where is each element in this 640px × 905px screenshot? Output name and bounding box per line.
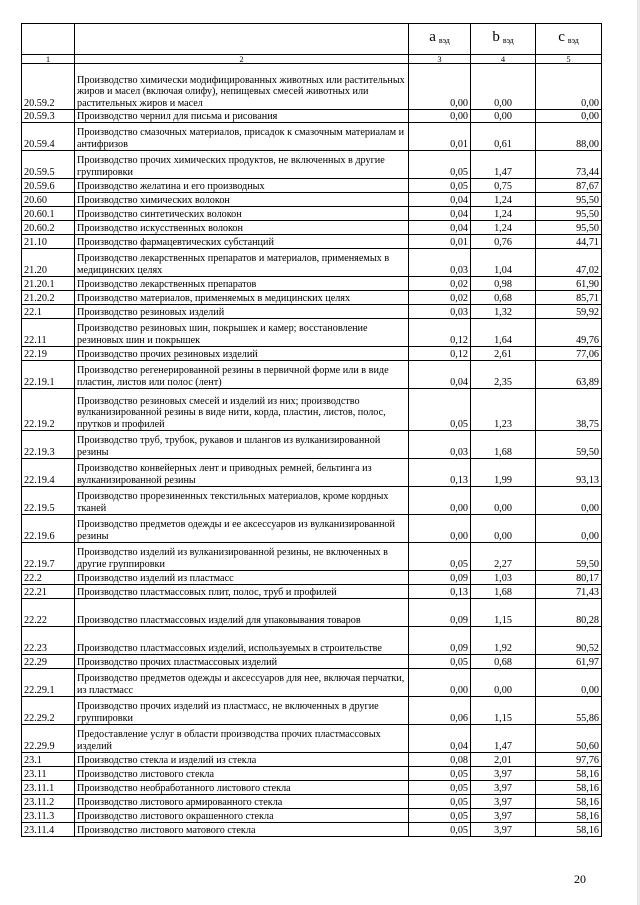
okved-code-cell: 22.19.1 [22, 361, 75, 389]
value-b-cell: 1,47 [471, 725, 536, 753]
okved-code-cell: 22.19.3 [22, 431, 75, 459]
value-b-cell: 1,68 [471, 585, 536, 599]
value-a-cell: 0,09 [409, 599, 471, 627]
value-b-cell: 2,35 [471, 361, 536, 389]
table-row [22, 110, 602, 123]
value-b-cell: 1,68 [471, 431, 536, 459]
header-a-letter: a [429, 28, 436, 45]
table-row [22, 459, 602, 487]
table-row [22, 571, 602, 585]
value-c-cell: 50,60 [536, 725, 602, 753]
table-row [22, 64, 602, 110]
table-row [22, 585, 602, 599]
value-a-cell: 0,04 [409, 361, 471, 389]
activity-name-cell: Производство листового армированного стекла [75, 795, 409, 809]
activity-name-cell: Производство изделий из вулканизированной резины, не включенных в другие группировки [75, 543, 409, 571]
column-index-row [22, 55, 602, 64]
value-c-cell: 63,89 [536, 361, 602, 389]
okved-code-cell: 23.1 [22, 753, 75, 767]
value-c-cell: 80,17 [536, 571, 602, 585]
activity-name-cell: Производство пластмассовых изделий для упаковывания товаров [75, 599, 409, 627]
okved-code-cell: 20.60.1 [22, 207, 75, 221]
activity-name-cell: Производство синтетических волокон [75, 207, 409, 221]
value-c-cell: 61,97 [536, 655, 602, 669]
okved-code-cell: 22.19.4 [22, 459, 75, 487]
column-index: 2 [75, 55, 409, 64]
value-a-cell: 0,05 [409, 389, 471, 431]
value-c-cell: 85,71 [536, 291, 602, 305]
activity-name-cell: Производство прочих химических продуктов, не включенных в другие группировки [75, 151, 409, 179]
value-c-cell: 55,86 [536, 697, 602, 725]
okved-code-cell: 22.19.7 [22, 543, 75, 571]
okved-code-cell: 23.11 [22, 767, 75, 781]
value-b-cell: 3,97 [471, 781, 536, 795]
table-row [22, 305, 602, 319]
value-a-cell: 0,05 [409, 795, 471, 809]
table-row [22, 795, 602, 809]
okved-code-cell: 22.19.5 [22, 487, 75, 515]
column-index: 5 [536, 55, 602, 64]
value-c-cell: 49,76 [536, 319, 602, 347]
table-row [22, 669, 602, 697]
table-row [22, 221, 602, 235]
value-b-cell: 0,00 [471, 487, 536, 515]
value-b-cell: 1,04 [471, 249, 536, 277]
value-a-cell: 0,02 [409, 277, 471, 291]
value-a-cell: 0,04 [409, 193, 471, 207]
header-a [409, 24, 471, 55]
value-a-cell: 0,05 [409, 767, 471, 781]
header-code-cell [22, 24, 75, 55]
value-c-cell: 0,00 [536, 669, 602, 697]
value-c-cell: 38,75 [536, 389, 602, 431]
value-c-cell: 0,00 [536, 110, 602, 123]
header-c [536, 24, 602, 55]
activity-name-cell: Производство фармацевтических субстанций [75, 235, 409, 249]
table-row [22, 361, 602, 389]
table-row [22, 655, 602, 669]
value-c-cell: 47,02 [536, 249, 602, 277]
value-b-cell: 0,00 [471, 110, 536, 123]
table-row [22, 753, 602, 767]
value-b-cell: 0,76 [471, 235, 536, 249]
activity-name-cell: Производство химически модифицированных животных или растительных жиров и масел (включая олифу), непищевых смесей животных или растительных жиров и масел [75, 64, 409, 110]
table-row [22, 697, 602, 725]
value-c-cell: 87,67 [536, 179, 602, 193]
value-c-cell: 71,43 [536, 585, 602, 599]
activity-name-cell: Производство чернил для письма и рисования [75, 110, 409, 123]
activity-name-cell: Производство изделий из пластмасс [75, 571, 409, 585]
value-a-cell: 0,00 [409, 110, 471, 123]
column-index: 3 [409, 55, 471, 64]
table-row [22, 235, 602, 249]
value-a-cell: 0,09 [409, 627, 471, 655]
activity-name-cell: Производство материалов, применяемых в медицинских целях [75, 291, 409, 305]
value-b-cell: 3,97 [471, 795, 536, 809]
table-row [22, 515, 602, 543]
table-row [22, 487, 602, 515]
activity-name-cell: Производство прочих изделий из пластмасс, не включенных в другие группировки [75, 697, 409, 725]
okved-coefficients-table [21, 23, 602, 837]
okved-code-cell: 20.59.3 [22, 110, 75, 123]
value-b-cell: 1,03 [471, 571, 536, 585]
activity-name-cell: Производство лекарственных препаратов и материалов, применяемых в медицинских целях [75, 249, 409, 277]
activity-name-cell: Производство резиновых изделий [75, 305, 409, 319]
value-c-cell: 0,00 [536, 64, 602, 110]
activity-name-cell: Производство смазочных материалов, присадок к смазочным материалам и антифризов [75, 123, 409, 151]
activity-name-cell: Производство пластмассовых изделий, используемых в строительстве [75, 627, 409, 655]
activity-name-cell: Производство пластмассовых плит, полос, труб и профилей [75, 585, 409, 599]
table-row [22, 207, 602, 221]
value-c-cell: 97,76 [536, 753, 602, 767]
table-row [22, 277, 602, 291]
header-name-cell [75, 24, 409, 55]
column-index: 4 [471, 55, 536, 64]
activity-name-cell: Производство листового стекла [75, 767, 409, 781]
header-b-letter: b [492, 28, 500, 45]
value-a-cell: 0,04 [409, 221, 471, 235]
table-row [22, 543, 602, 571]
value-a-cell: 0,12 [409, 347, 471, 361]
okved-code-cell: 20.59.2 [22, 64, 75, 110]
value-c-cell: 58,16 [536, 823, 602, 837]
value-b-cell: 1,47 [471, 151, 536, 179]
okved-code-cell: 22.19 [22, 347, 75, 361]
header-a-sub: вэд [438, 35, 450, 45]
table-row [22, 781, 602, 795]
activity-name-cell: Производство листового матового стекла [75, 823, 409, 837]
value-c-cell: 95,50 [536, 221, 602, 235]
okved-code-cell: 22.29.1 [22, 669, 75, 697]
value-c-cell: 59,50 [536, 543, 602, 571]
value-c-cell: 61,90 [536, 277, 602, 291]
value-a-cell: 0,05 [409, 543, 471, 571]
value-c-cell: 88,00 [536, 123, 602, 151]
value-a-cell: 0,00 [409, 487, 471, 515]
value-a-cell: 0,01 [409, 235, 471, 249]
okved-code-cell: 22.1 [22, 305, 75, 319]
table-row [22, 179, 602, 193]
okved-code-cell: 22.29 [22, 655, 75, 669]
value-b-cell: 0,00 [471, 64, 536, 110]
okved-code-cell: 21.20.1 [22, 277, 75, 291]
okved-code-cell: 23.11.3 [22, 809, 75, 823]
table-row [22, 627, 602, 655]
value-a-cell: 0,04 [409, 207, 471, 221]
value-c-cell: 95,50 [536, 193, 602, 207]
value-b-cell: 3,97 [471, 767, 536, 781]
value-a-cell: 0,05 [409, 151, 471, 179]
okved-code-cell: 23.11.4 [22, 823, 75, 837]
table-row [22, 347, 602, 361]
column-index: 1 [22, 55, 75, 64]
value-c-cell: 77,06 [536, 347, 602, 361]
value-a-cell: 0,03 [409, 249, 471, 277]
header-b [471, 24, 536, 55]
value-b-cell: 3,97 [471, 809, 536, 823]
value-b-cell: 0,00 [471, 669, 536, 697]
activity-name-cell: Предоставление услуг в области производства прочих пластмассовых изделий [75, 725, 409, 753]
header-b-sub: вэд [502, 35, 514, 45]
activity-name-cell: Производство конвейерных лент и приводных ремней, бельтинга из вулканизированной резины [75, 459, 409, 487]
value-b-cell: 1,23 [471, 389, 536, 431]
value-b-cell: 0,98 [471, 277, 536, 291]
activity-name-cell: Производство прочих пластмассовых изделий [75, 655, 409, 669]
header-c-sub: вэд [567, 35, 579, 45]
okved-code-cell: 22.22 [22, 599, 75, 627]
okved-code-cell: 23.11.2 [22, 795, 75, 809]
value-b-cell: 0,68 [471, 655, 536, 669]
value-a-cell: 0,03 [409, 431, 471, 459]
table-row [22, 249, 602, 277]
table-row [22, 809, 602, 823]
activity-name-cell: Производство прочих резиновых изделий [75, 347, 409, 361]
value-c-cell: 93,13 [536, 459, 602, 487]
activity-name-cell: Производство труб, трубок, рукавов и шлангов из вулканизированной резины [75, 431, 409, 459]
value-a-cell: 0,00 [409, 515, 471, 543]
okved-code-cell: 22.19.6 [22, 515, 75, 543]
value-b-cell: 1,15 [471, 697, 536, 725]
activity-name-cell: Производство лекарственных препаратов [75, 277, 409, 291]
okved-code-cell: 22.2 [22, 571, 75, 585]
value-a-cell: 0,05 [409, 655, 471, 669]
header-c-letter: c [558, 28, 565, 45]
activity-name-cell: Производство необработанного листового стекла [75, 781, 409, 795]
table-row [22, 389, 602, 431]
okved-code-cell: 22.11 [22, 319, 75, 347]
value-a-cell: 0,03 [409, 305, 471, 319]
value-c-cell: 58,16 [536, 767, 602, 781]
value-a-cell: 0,02 [409, 291, 471, 305]
value-c-cell: 0,00 [536, 515, 602, 543]
activity-name-cell: Производство резиновых смесей и изделий из них; производство вулканизированной резины в виде нити, корда, пластин, листов, полос, прутков и профилей [75, 389, 409, 431]
page-number: 20 [574, 872, 586, 886]
value-c-cell: 58,16 [536, 795, 602, 809]
activity-name-cell: Производство стекла и изделий из стекла [75, 753, 409, 767]
table-row [22, 725, 602, 753]
table-row [22, 123, 602, 151]
value-a-cell: 0,04 [409, 725, 471, 753]
value-c-cell: 58,16 [536, 809, 602, 823]
table-row [22, 431, 602, 459]
value-c-cell: 90,52 [536, 627, 602, 655]
activity-name-cell: Производство желатина и его производных [75, 179, 409, 193]
table-row [22, 291, 602, 305]
activity-name-cell: Производство резиновых шин, покрышек и камер; восстановление резиновых шин и покрышек [75, 319, 409, 347]
okved-code-cell: 21.20 [22, 249, 75, 277]
header-row [22, 24, 602, 55]
value-b-cell: 1,92 [471, 627, 536, 655]
value-b-cell: 0,75 [471, 179, 536, 193]
value-a-cell: 0,13 [409, 585, 471, 599]
value-b-cell: 3,97 [471, 823, 536, 837]
value-b-cell: 0,61 [471, 123, 536, 151]
table-row [22, 767, 602, 781]
okved-code-cell: 22.21 [22, 585, 75, 599]
value-b-cell: 2,01 [471, 753, 536, 767]
okved-code-cell: 22.29.9 [22, 725, 75, 753]
value-a-cell: 0,08 [409, 753, 471, 767]
value-b-cell: 2,61 [471, 347, 536, 361]
value-c-cell: 95,50 [536, 207, 602, 221]
okved-code-cell: 20.60 [22, 193, 75, 207]
value-b-cell: 0,00 [471, 515, 536, 543]
value-a-cell: 0,05 [409, 781, 471, 795]
activity-name-cell: Производство химических волокон [75, 193, 409, 207]
value-c-cell: 73,44 [536, 151, 602, 179]
value-b-cell: 0,68 [471, 291, 536, 305]
okved-code-cell: 22.19.2 [22, 389, 75, 431]
table-row [22, 193, 602, 207]
okved-code-cell: 20.59.5 [22, 151, 75, 179]
value-b-cell: 1,64 [471, 319, 536, 347]
value-b-cell: 1,24 [471, 207, 536, 221]
okved-code-cell: 21.10 [22, 235, 75, 249]
value-c-cell: 59,92 [536, 305, 602, 319]
value-a-cell: 0,00 [409, 64, 471, 110]
value-b-cell: 1,15 [471, 599, 536, 627]
table-body [22, 64, 602, 837]
value-a-cell: 0,00 [409, 669, 471, 697]
table-row [22, 823, 602, 837]
activity-name-cell: Производство предметов одежды и аксессуаров для нее, включая перчатки, из пластмасс [75, 669, 409, 697]
value-b-cell: 1,24 [471, 193, 536, 207]
okved-code-cell: 20.59.6 [22, 179, 75, 193]
value-c-cell: 44,71 [536, 235, 602, 249]
value-a-cell: 0,01 [409, 123, 471, 151]
value-b-cell: 2,27 [471, 543, 536, 571]
value-b-cell: 1,24 [471, 221, 536, 235]
value-c-cell: 59,50 [536, 431, 602, 459]
table-row [22, 319, 602, 347]
activity-name-cell: Производство предметов одежды и ее аксессуаров из вулканизированной резины [75, 515, 409, 543]
value-a-cell: 0,05 [409, 823, 471, 837]
value-a-cell: 0,12 [409, 319, 471, 347]
value-c-cell: 58,16 [536, 781, 602, 795]
table-row [22, 599, 602, 627]
value-a-cell: 0,05 [409, 179, 471, 193]
okved-code-cell: 23.11.1 [22, 781, 75, 795]
value-a-cell: 0,13 [409, 459, 471, 487]
okved-code-cell: 20.59.4 [22, 123, 75, 151]
okved-code-cell: 21.20.2 [22, 291, 75, 305]
activity-name-cell: Производство регенерированной резины в первичной форме или в виде пластин, листов или полос (лент) [75, 361, 409, 389]
value-a-cell: 0,09 [409, 571, 471, 585]
value-b-cell: 1,32 [471, 305, 536, 319]
value-b-cell: 1,99 [471, 459, 536, 487]
okved-code-cell: 22.23 [22, 627, 75, 655]
value-c-cell: 80,28 [536, 599, 602, 627]
okved-code-cell: 22.29.2 [22, 697, 75, 725]
value-c-cell: 0,00 [536, 487, 602, 515]
activity-name-cell: Производство листового окрашенного стекла [75, 809, 409, 823]
activity-name-cell: Производство искусственных волокон [75, 221, 409, 235]
okved-code-cell: 20.60.2 [22, 221, 75, 235]
value-a-cell: 0,05 [409, 809, 471, 823]
activity-name-cell: Производство прорезиненных текстильных материалов, кроме кордных тканей [75, 487, 409, 515]
table-row [22, 151, 602, 179]
value-a-cell: 0,06 [409, 697, 471, 725]
